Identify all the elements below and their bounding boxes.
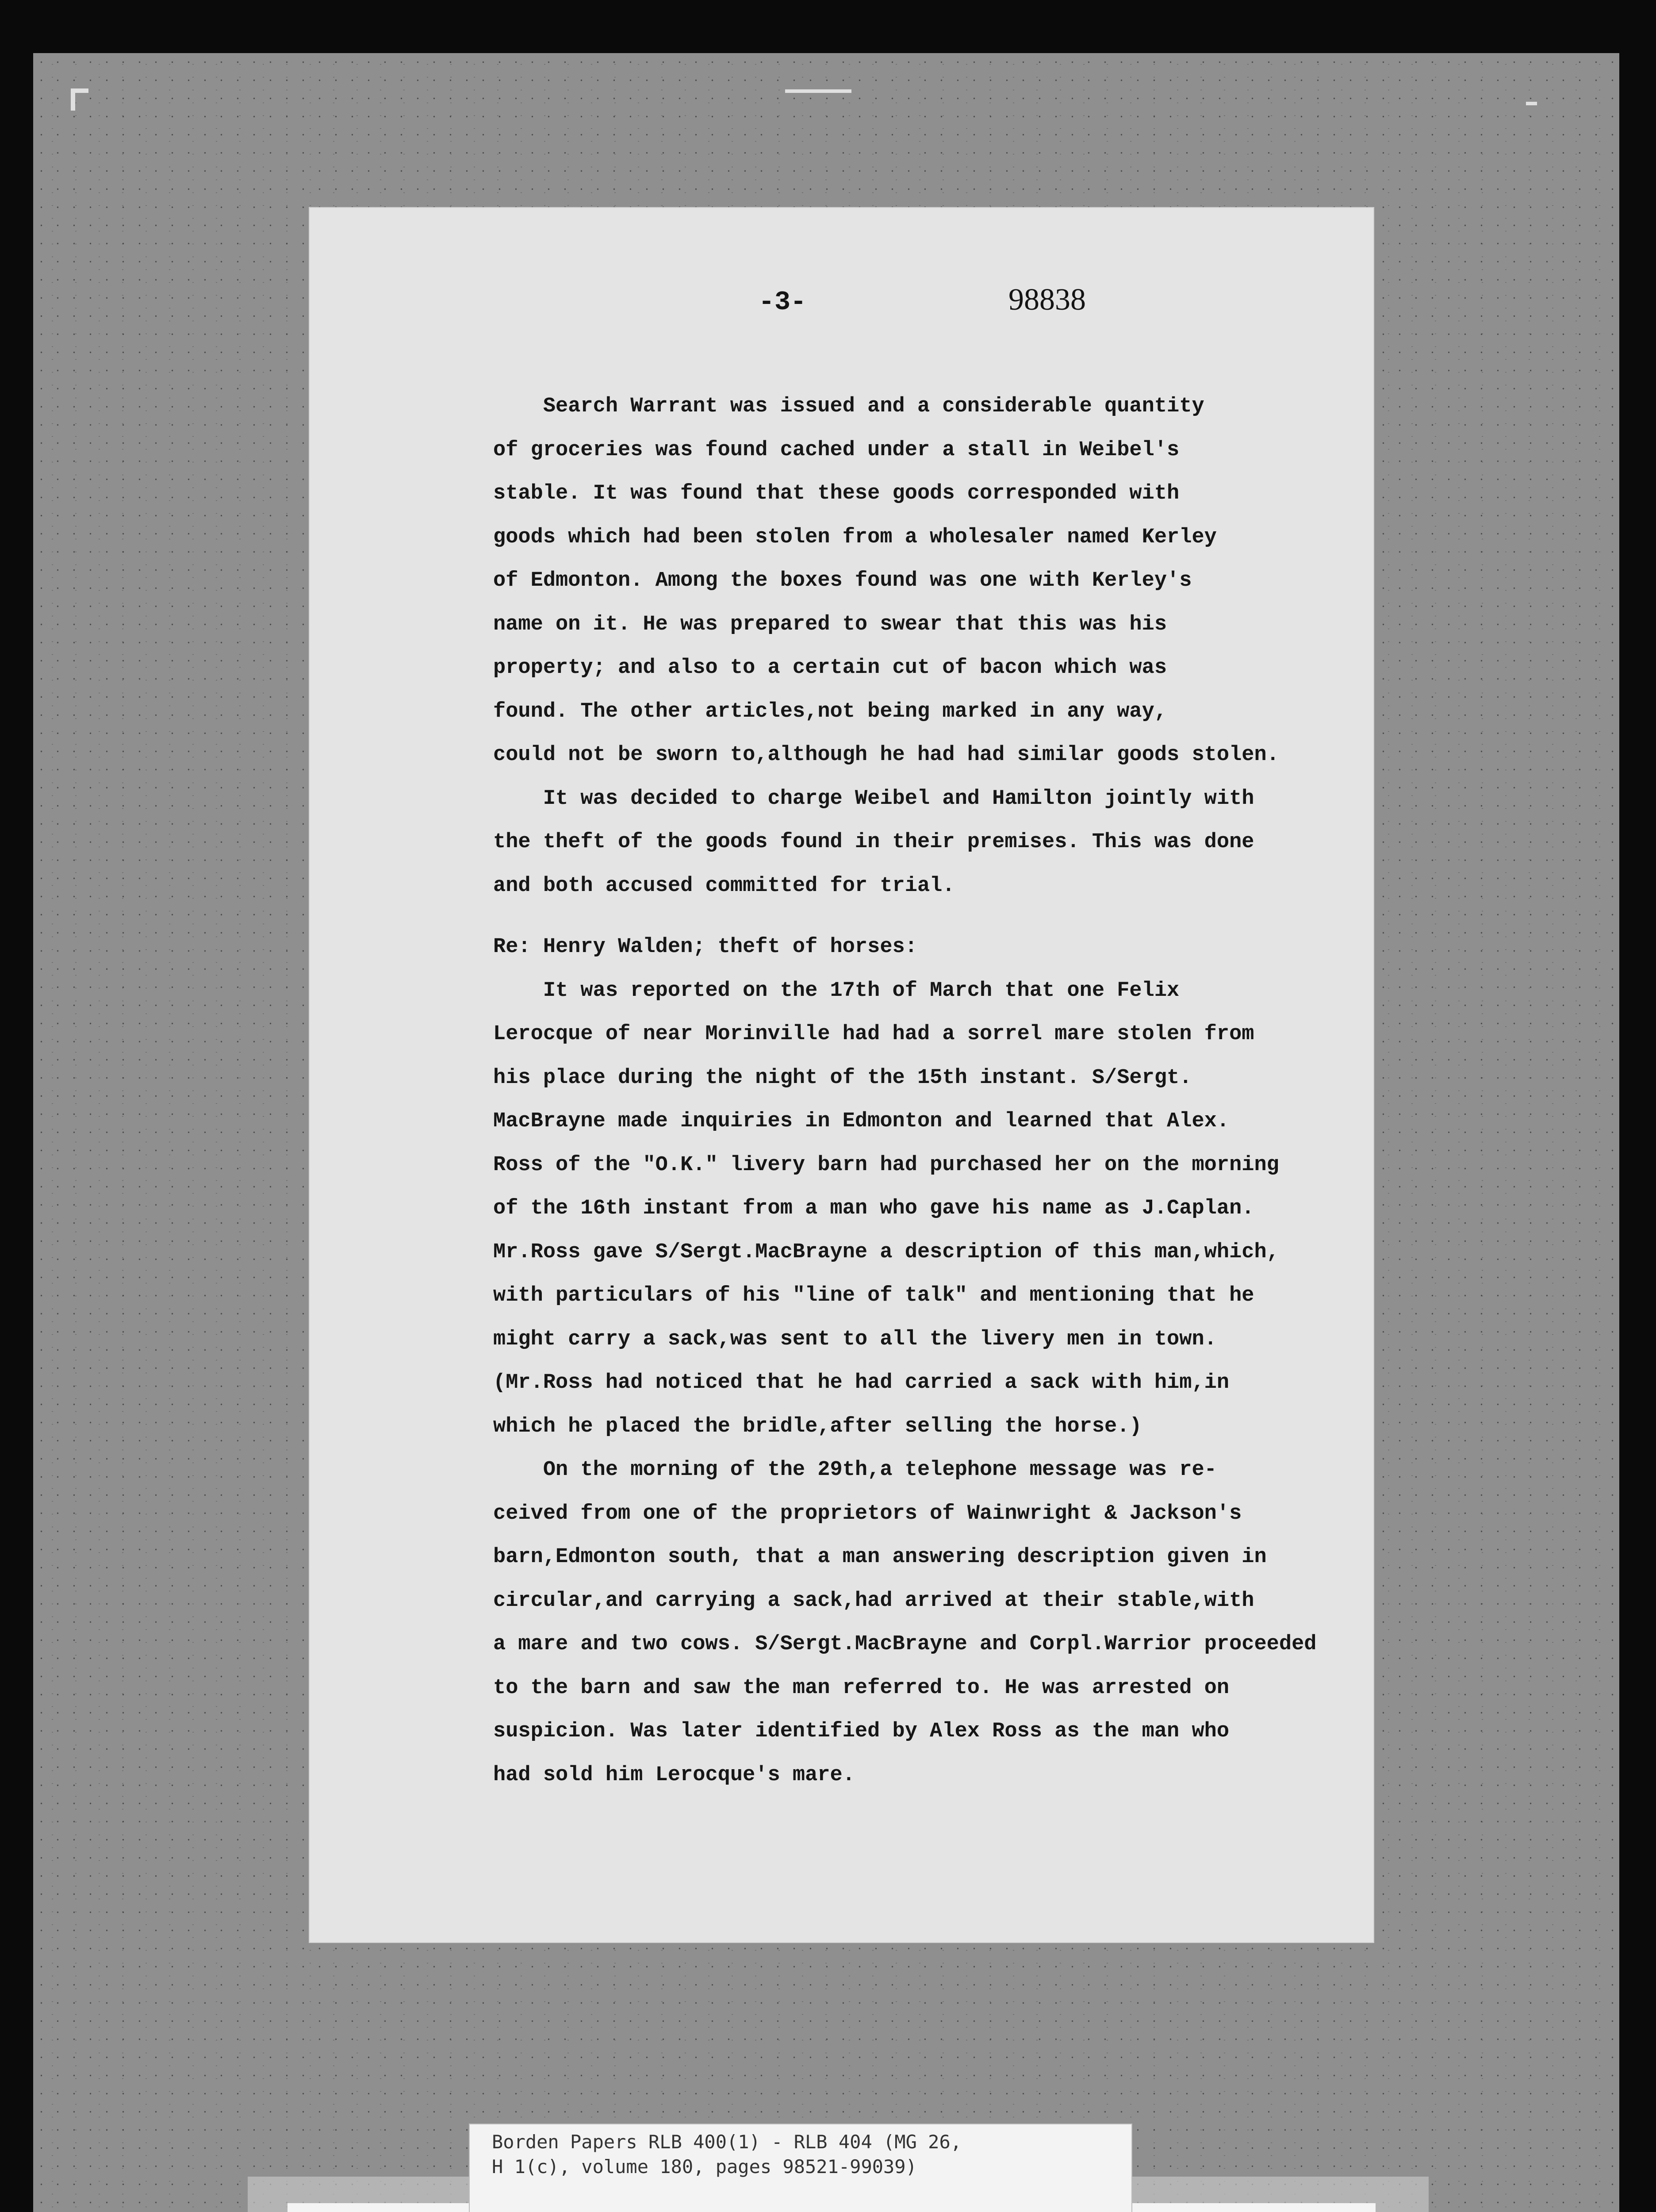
citation-card (469, 2124, 1132, 2212)
text-line: It was decided to charge Weibel and Hamilton jointly with (493, 787, 1254, 810)
text-line: of Edmonton. Among the boxes found was one with Kerley's (493, 569, 1192, 592)
text-line: Search Warrant was issued and a considerable quantity (493, 395, 1204, 418)
typed-document-page (310, 208, 1373, 1942)
section-heading: Re: Henry Walden; theft of horses: (493, 935, 917, 959)
corner-mark (71, 88, 88, 93)
text-line: and both accused committed for trial. (493, 874, 955, 898)
text-line: a mare and two cows. S/Sergt.MacBrayne and Corpl.Warrior proceeded (493, 1632, 1317, 1656)
citation-line: Borden Papers RLB 400(1) - RLB 404 (MG 26, (492, 2131, 962, 2153)
text-line: which he placed the bridle,after selling the horse.) (493, 1414, 1142, 1438)
text-line: property; and also to a certain cut of bacon which was (493, 656, 1167, 680)
page-label: -3- (759, 288, 807, 318)
text-line: of groceries was found cached under a stall in Weibel's (493, 438, 1180, 462)
document-header (310, 283, 1373, 323)
text-line: of the 16th instant from a man who gave his name as J.Caplan. (493, 1197, 1254, 1220)
text-line: (Mr.Ross had noticed that he had carried a sack with him,in (493, 1371, 1230, 1394)
text-line: MacBrayne made inquiries in Edmonton and learned that Alex. (493, 1110, 1230, 1133)
top-mark (785, 89, 851, 93)
document-body (493, 385, 1373, 1797)
text-line: to the barn and saw the man referred to. He was arrested on (493, 1676, 1230, 1700)
text-line: Lerocque of near Morinville had had a sorrel mare stolen from (493, 1022, 1254, 1046)
text-line: On the morning of the 29th,a telephone message was re- (493, 1458, 1217, 1482)
text-line: could not be sworn to,although he had had similar goods stolen. (493, 743, 1279, 767)
text-line: name on it. He was prepared to swear that this was his (493, 612, 1167, 636)
text-line: Ross of the "O.K." livery barn had purchased her on the morning (493, 1153, 1279, 1177)
document-number: 98838 (1008, 283, 1086, 317)
citation-line: H 1(c), volume 180, pages 98521-99039) (492, 2156, 917, 2177)
corner-mark (1526, 102, 1537, 105)
text-line: with particulars of his "line of talk" and mentioning that he (493, 1284, 1254, 1307)
text-line: goods which had been stolen from a wholesaler named Kerley (493, 525, 1217, 549)
text-line: ceived from one of the proprietors of Wainwright & Jackson's (493, 1502, 1242, 1525)
text-line: Mr.Ross gave S/Sergt.MacBrayne a description of this man,which, (493, 1240, 1279, 1264)
text-line: circular,and carrying a sack,had arrived at their stable,with (493, 1589, 1254, 1613)
text-line: his place during the night of the 15th instant. S/Sergt. (493, 1066, 1192, 1090)
text-line: It was reported on the 17th of March that one Felix (493, 979, 1180, 1002)
text-line: might carry a sack,was sent to all the livery men in town. (493, 1327, 1217, 1351)
text-line: stable. It was found that these goods corresponded with (493, 482, 1180, 505)
text-line: barn,Edmonton south, that a man answering description given in (493, 1545, 1267, 1569)
text-line: the theft of the goods found in their premises. This was done (493, 830, 1254, 854)
text-line: found. The other articles,not being marked in any way, (493, 699, 1167, 723)
text-line: had sold him Lerocque's mare. (493, 1763, 855, 1787)
paragraph-gap (493, 908, 1373, 926)
text-line: suspicion. Was later identified by Alex Ross as the man who (493, 1720, 1230, 1743)
